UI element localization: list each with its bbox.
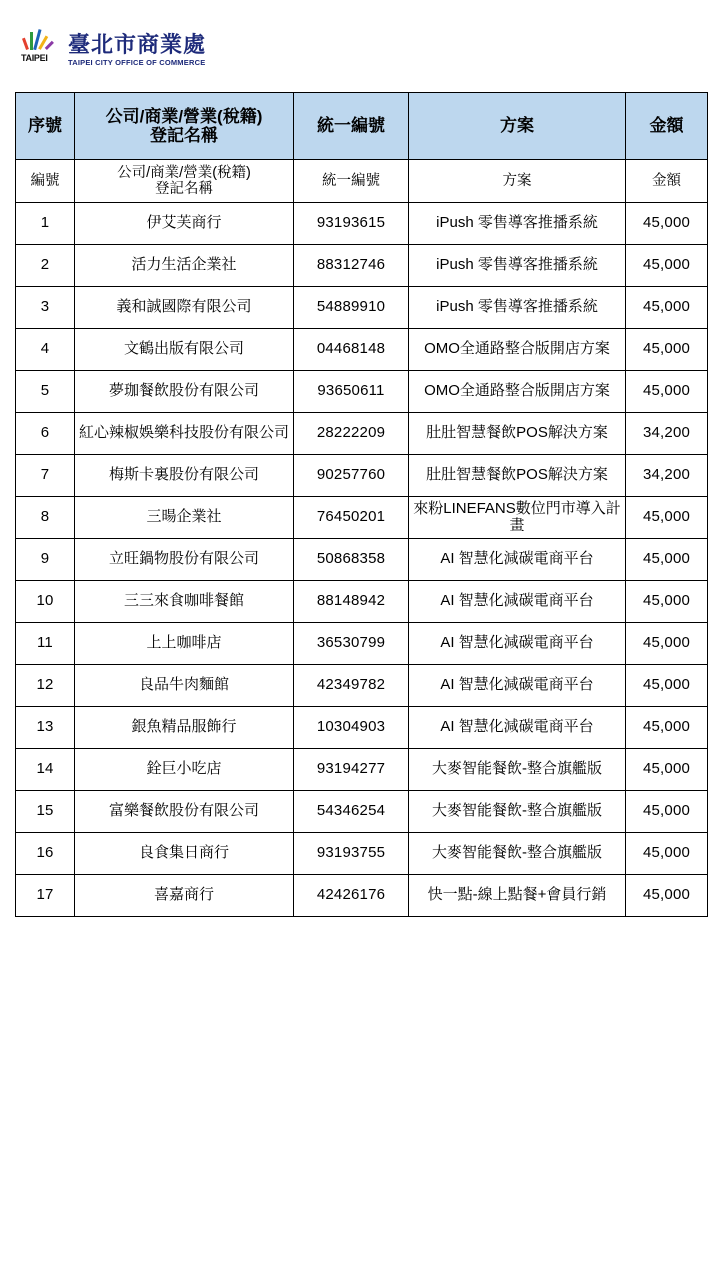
- cell-serial: 8: [16, 497, 75, 539]
- cell-company-name: 夢珈餐飲股份有限公司: [75, 371, 294, 413]
- cell-serial: 9: [16, 539, 75, 581]
- cell-plan: AI 智慧化減碳電商平台: [409, 539, 626, 581]
- cell-plan: iPush 零售導客推播系統: [409, 287, 626, 329]
- cell-serial: 16: [16, 833, 75, 875]
- cell-amount: 45,000: [626, 875, 708, 917]
- cell-tax-id: 28222209: [294, 413, 409, 455]
- grant-recipients-table: [15, 92, 708, 917]
- table-body: [16, 160, 708, 917]
- table-header-row: [16, 93, 708, 160]
- cell-amount: 45,000: [626, 833, 708, 875]
- cell-amount: 45,000: [626, 287, 708, 329]
- cell-tax-id: 93650611: [294, 371, 409, 413]
- table-row: [16, 833, 708, 875]
- table-row: [16, 791, 708, 833]
- cell-serial: 1: [16, 203, 75, 245]
- cell-company-name: 伊艾芙商行: [75, 203, 294, 245]
- cell-tax-id: 54889910: [294, 287, 409, 329]
- cell-plan: 肚肚智慧餐飲POS解決方案: [409, 413, 626, 455]
- cell-company-name: 三三來食咖啡餐館: [75, 581, 294, 623]
- cell-tax-id: 04468148: [294, 329, 409, 371]
- cell-tax-id: 93194277: [294, 749, 409, 791]
- cell-plan: 快一點-線上點餐+會員行銷: [409, 875, 626, 917]
- header-serial: 序號: [16, 93, 75, 160]
- table-row: [16, 413, 708, 455]
- table-row: [16, 497, 708, 539]
- cell-tax-id: 93193615: [294, 203, 409, 245]
- cell-serial: 12: [16, 665, 75, 707]
- cell-tax-id: 76450201: [294, 497, 409, 539]
- cell-company-name: 富樂餐飲股份有限公司: [75, 791, 294, 833]
- cell-plan: AI 智慧化減碳電商平台: [409, 581, 626, 623]
- table-row: [16, 665, 708, 707]
- cell-plan: 來粉LINEFANS數位門市導入計畫: [409, 497, 626, 539]
- cell-tax-id: 90257760: [294, 455, 409, 497]
- cell-plan: OMO全通路整合版開店方案: [409, 371, 626, 413]
- org-name-zh: 臺北市商業處: [68, 32, 207, 58]
- cell-tax-id: 36530799: [294, 623, 409, 665]
- table-row: [16, 749, 708, 791]
- cell-amount: 45,000: [626, 371, 708, 413]
- cell-amount: 34,200: [626, 455, 708, 497]
- subheader-company-name: 公司/商業/營業(稅籍) 登記名稱: [75, 160, 294, 203]
- table-row: [16, 329, 708, 371]
- subheader-amount: 金額: [626, 160, 708, 203]
- table-row: [16, 245, 708, 287]
- cell-tax-id: 42426176: [294, 875, 409, 917]
- taipei-logo-mark-icon: [20, 26, 64, 70]
- cell-plan: 大麥智能餐飲-整合旗艦版: [409, 749, 626, 791]
- cell-amount: 45,000: [626, 623, 708, 665]
- cell-plan: OMO全通路整合版開店方案: [409, 329, 626, 371]
- table-row: [16, 539, 708, 581]
- cell-serial: 7: [16, 455, 75, 497]
- cell-company-name: 活力生活企業社: [75, 245, 294, 287]
- cell-tax-id: 50868358: [294, 539, 409, 581]
- table-row: [16, 203, 708, 245]
- org-name-en: TAIPEI CITY OFFICE OF COMMERCE: [68, 58, 206, 67]
- cell-plan: iPush 零售導客推播系統: [409, 245, 626, 287]
- cell-company-name: 立旺鍋物股份有限公司: [75, 539, 294, 581]
- table-subheader-row: [16, 160, 708, 203]
- table-row: [16, 707, 708, 749]
- cell-plan: 肚肚智慧餐飲POS解決方案: [409, 455, 626, 497]
- cell-serial: 3: [16, 287, 75, 329]
- cell-plan: AI 智慧化減碳電商平台: [409, 623, 626, 665]
- cell-company-name: 銓巨小吃店: [75, 749, 294, 791]
- cell-amount: 45,000: [626, 791, 708, 833]
- header-tax-id: 統一編號: [294, 93, 409, 160]
- cell-tax-id: 93193755: [294, 833, 409, 875]
- cell-serial: 17: [16, 875, 75, 917]
- cell-serial: 4: [16, 329, 75, 371]
- header-plan: 方案: [409, 93, 626, 160]
- cell-plan: 大麥智能餐飲-整合旗艦版: [409, 833, 626, 875]
- cell-plan: iPush 零售導客推播系統: [409, 203, 626, 245]
- cell-amount: 45,000: [626, 245, 708, 287]
- cell-serial: 13: [16, 707, 75, 749]
- table-row: [16, 623, 708, 665]
- cell-serial: 6: [16, 413, 75, 455]
- header-company-name: 公司/商業/營業(稅籍) 登記名稱: [75, 93, 294, 160]
- cell-company-name: 良食集日商行: [75, 833, 294, 875]
- cell-tax-id: 10304903: [294, 707, 409, 749]
- cell-company-name: 紅心辣椒娛樂科技股份有限公司: [75, 413, 294, 455]
- cell-company-name: 喜嘉商行: [75, 875, 294, 917]
- cell-company-name: 三暘企業社: [75, 497, 294, 539]
- subheader-plan: 方案: [409, 160, 626, 203]
- cell-serial: 5: [16, 371, 75, 413]
- cell-company-name: 義和誠國際有限公司: [75, 287, 294, 329]
- header-amount: 金額: [626, 93, 708, 160]
- cell-serial: 15: [16, 791, 75, 833]
- table-row: [16, 875, 708, 917]
- cell-company-name: 良品牛肉麵館: [75, 665, 294, 707]
- cell-serial: 2: [16, 245, 75, 287]
- cell-company-name: 文鶴出版有限公司: [75, 329, 294, 371]
- cell-amount: 45,000: [626, 749, 708, 791]
- cell-tax-id: 88312746: [294, 245, 409, 287]
- cell-serial: 11: [16, 623, 75, 665]
- cell-company-name: 上上咖啡店: [75, 623, 294, 665]
- cell-plan: AI 智慧化減碳電商平台: [409, 707, 626, 749]
- cell-amount: 45,000: [626, 581, 708, 623]
- cell-plan: AI 智慧化減碳電商平台: [409, 665, 626, 707]
- cell-company-name: 梅斯卡裏股份有限公司: [75, 455, 294, 497]
- taipei-logo: [20, 26, 230, 72]
- cell-tax-id: 42349782: [294, 665, 409, 707]
- table-row: [16, 287, 708, 329]
- cell-amount: 45,000: [626, 665, 708, 707]
- logo-word: TAIPEI: [21, 53, 48, 63]
- cell-amount: 45,000: [626, 329, 708, 371]
- cell-amount: 45,000: [626, 497, 708, 539]
- cell-company-name: 銀魚精品服飾行: [75, 707, 294, 749]
- cell-serial: 14: [16, 749, 75, 791]
- cell-amount: 45,000: [626, 203, 708, 245]
- table-row: [16, 581, 708, 623]
- table-row: [16, 455, 708, 497]
- table-row: [16, 371, 708, 413]
- cell-amount: 45,000: [626, 707, 708, 749]
- cell-amount: 45,000: [626, 539, 708, 581]
- cell-plan: 大麥智能餐飲-整合旗艦版: [409, 791, 626, 833]
- cell-tax-id: 88148942: [294, 581, 409, 623]
- subheader-tax-id: 統一編號: [294, 160, 409, 203]
- cell-amount: 34,200: [626, 413, 708, 455]
- cell-serial: 10: [16, 581, 75, 623]
- subheader-number: 編號: [16, 160, 75, 203]
- cell-tax-id: 54346254: [294, 791, 409, 833]
